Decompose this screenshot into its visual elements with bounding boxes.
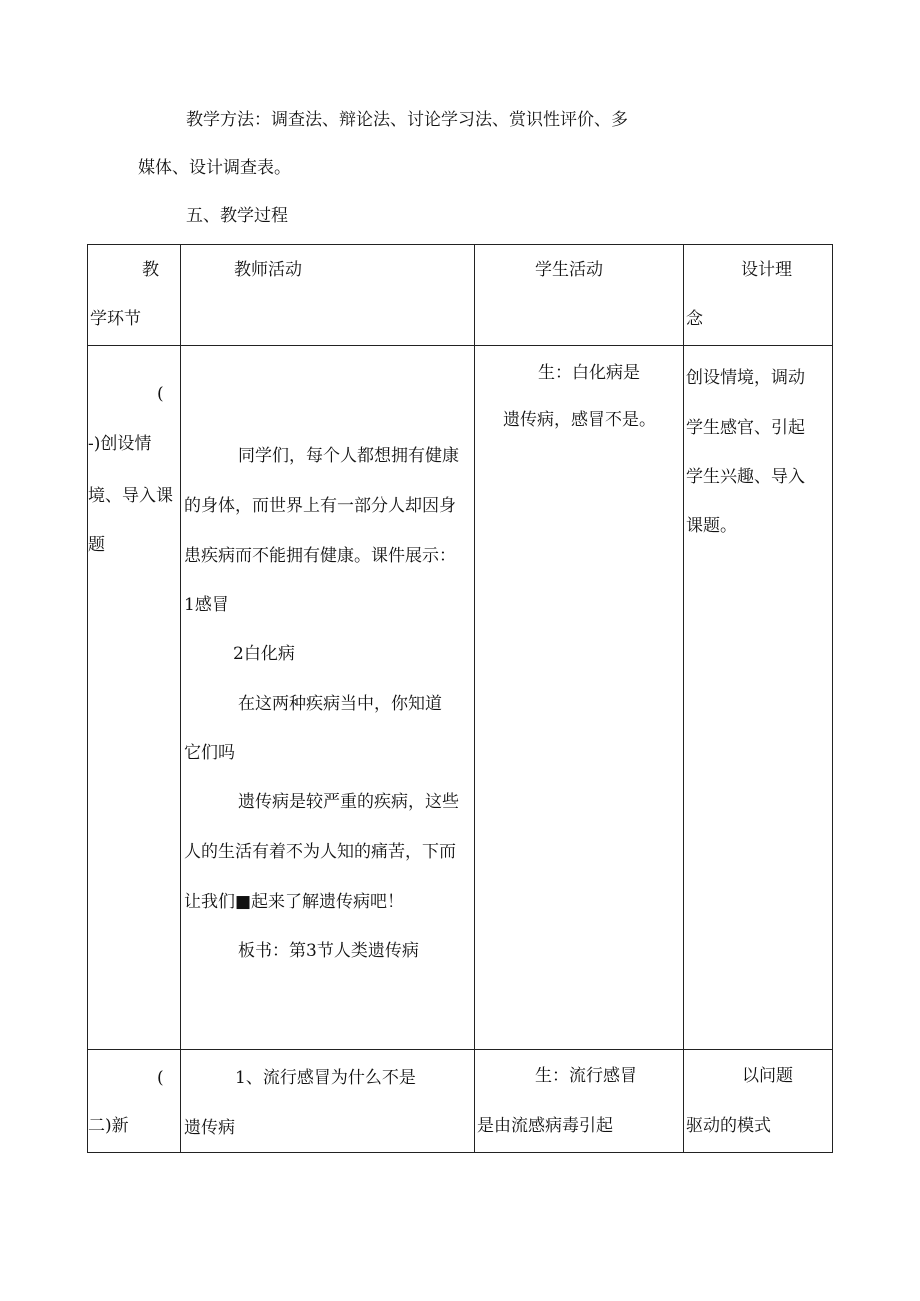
methods-line-2: 媒体、设计调查表。 bbox=[138, 158, 291, 178]
row1-teacher-line: 板书：第3节人类遗传病 bbox=[238, 941, 419, 961]
table-column-divider bbox=[683, 244, 684, 1153]
row2-stage-line-1: ( bbox=[157, 1068, 164, 1088]
row2-student-line: 是由流感病毒引起 bbox=[477, 1116, 613, 1136]
row1-stage-line-3: 境、导入课 bbox=[88, 486, 173, 506]
row1-stage-line-1: ( bbox=[157, 384, 164, 404]
section-heading: 五、教学过程 bbox=[186, 206, 288, 226]
row2-stage-line-2: 二)新 bbox=[88, 1116, 129, 1136]
row1-design-line: 学生感官、引起 bbox=[686, 418, 805, 438]
header-stage-line-2: 学环节 bbox=[90, 309, 141, 329]
table-row-divider bbox=[87, 1049, 833, 1050]
row1-teacher-line: 它们吗 bbox=[184, 743, 235, 763]
header-stage-line-1: 教 bbox=[142, 260, 159, 280]
table-column-divider bbox=[180, 244, 181, 1153]
row2-student-line: 生：流行感冒 bbox=[535, 1066, 637, 1086]
row1-teacher-line: 的身体，而世界上有一部分人却因身 bbox=[184, 496, 456, 516]
row1-teacher-line: 同学们，每个人都想拥有健康 bbox=[238, 446, 459, 466]
row1-stage-line-4: 题 bbox=[88, 535, 105, 555]
row1-design-line: 课题。 bbox=[686, 516, 737, 536]
table-row-divider bbox=[87, 345, 833, 346]
row1-student-line: 生：白化病是 bbox=[538, 363, 640, 383]
row2-design-line: 驱动的模式 bbox=[686, 1116, 771, 1136]
header-design-line-2: 念 bbox=[686, 309, 703, 329]
row1-design-line: 学生兴趣、导入 bbox=[686, 467, 805, 487]
row2-teacher-line: 遗传病 bbox=[184, 1118, 235, 1138]
row2-teacher-line: 1、流行感冒为什么不是 bbox=[235, 1068, 416, 1088]
row1-teacher-line: 人的生活有着不为人知的痛苦，下而 bbox=[184, 842, 456, 862]
row1-stage-line-2: -)创设情 bbox=[88, 434, 152, 454]
header-teacher-activity: 教师活动 bbox=[234, 260, 302, 280]
row1-teacher-line: 1感冒 bbox=[184, 595, 229, 615]
row1-student-line: 遗传病，感冒不是。 bbox=[503, 410, 656, 430]
row1-teacher-line: 2白化病 bbox=[233, 644, 295, 664]
methods-line-1: 教学方法：调查法、辩论法、讨论学习法、赏识性评价、多 bbox=[186, 110, 628, 130]
row1-teacher-line: 让我们■起来了解遗传病吧！ bbox=[184, 892, 405, 912]
row1-teacher-line: 患疾病而不能拥有健康。课件展示： bbox=[184, 546, 456, 566]
row1-teacher-line: 在这两种疾病当中，你知道 bbox=[238, 694, 442, 714]
table-column-divider bbox=[474, 244, 475, 1153]
row1-teacher-line: 遗传病是较严重的疾病，这些 bbox=[238, 792, 459, 812]
row1-design-line: 创设情境，调动 bbox=[686, 368, 805, 388]
header-student-activity: 学生活动 bbox=[535, 260, 603, 280]
row2-design-line: 以问题 bbox=[742, 1066, 793, 1086]
header-design-line-1: 设计理 bbox=[741, 260, 792, 280]
